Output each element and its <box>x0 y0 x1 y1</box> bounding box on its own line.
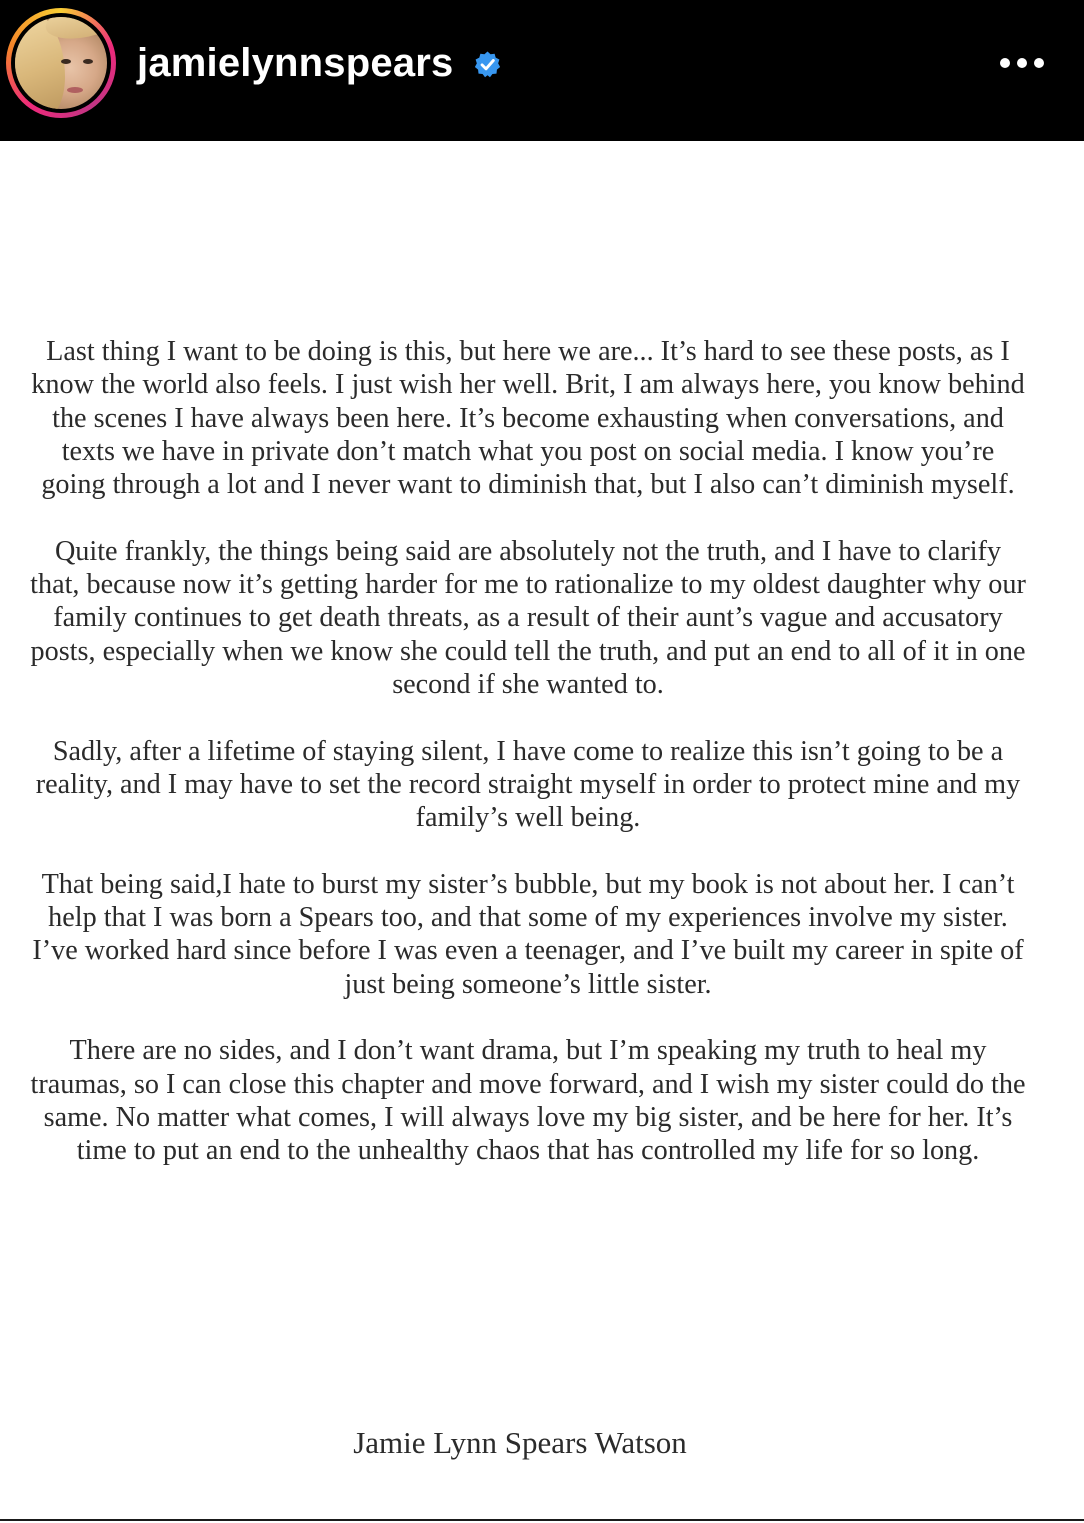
avatar-story-ring[interactable] <box>6 8 116 118</box>
post-header <box>0 0 1084 141</box>
statement-paragraph: Last thing I want to be doing is this, but here we are... It’s hard to see these posts, as I know the world also feels. I just wish her well. Brit, I am always here, you know behind the scenes I have always been here. It’s become exhausting when conversations, and texts we have in private don’t match what you post on social media. I know you’re going through a lot and I never want to diminish that, but I also can’t diminish myself. <box>31 336 1025 501</box>
username-link[interactable]: jamielynnspears <box>137 41 454 85</box>
statement-signature: Jamie Lynn Spears Watson <box>353 1425 687 1460</box>
divider <box>0 1519 1084 1521</box>
statement-paragraph: Quite frankly, the things being said are absolutely not the truth, and I have to clarify that, because now it’s getting harder for me to rationalize to my oldest daughter why our family continues to get death threats, as a result of their aunt’s vague and accusatory posts, especially when we know she could tell the truth, and put an end to all of it in one second if she wanted to. <box>30 535 1026 700</box>
avatar-eye-right <box>83 59 93 64</box>
statement-paragraph: That being said,I hate to burst my sister’s bubble, but my book is not about her. I can’t help that I was born a Spears too, and that some of my experiences involve my sister. I’ve worked hard since before I was even a teenager, and I’ve built my career in spite of just being someone’s little sister. <box>32 868 1024 1000</box>
post-statement-text <box>28 335 1028 1201</box>
avatar-eye-left <box>61 59 71 64</box>
avatar-lips <box>67 87 83 93</box>
statement-paragraph: There are no sides, and I don’t want drama, but I’m speaking my truth to heal my traumas, so I can close this chapter and move forward, and I wish my sister could do the same. No matter what comes, I will always love my big sister, and be here for her. It’s time to put an end to the unhealthy chaos that has controlled my life for so long. <box>30 1035 1026 1167</box>
avatar[interactable] <box>15 17 107 109</box>
verified-badge-icon <box>473 50 502 79</box>
more-options-icon[interactable] <box>996 50 1048 76</box>
statement-paragraph: Sadly, after a lifetime of staying silent, I have come to realize this isn’t going to be a reality, and I may have to set the record straight myself in order to protect mine and my family’s well being. <box>35 735 1021 834</box>
